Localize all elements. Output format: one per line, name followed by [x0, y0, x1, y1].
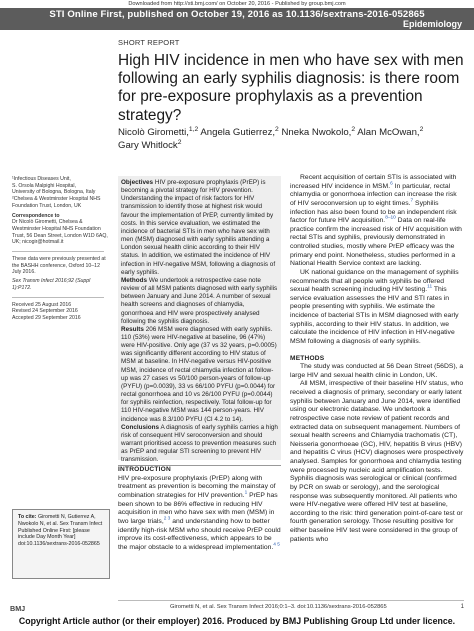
author-5-affil: 2 [177, 138, 182, 146]
supplement-reference: Sex Transm Infect 2016;92 (Suppl 1):P172. [12, 278, 91, 291]
p1-ref-3[interactable]: 8–10 [385, 215, 396, 221]
sidebar-divider-2 [12, 297, 104, 298]
section-label: Epidemiology [402, 19, 462, 29]
methods-heading: METHODS [290, 354, 325, 362]
intro-text-1: HIV pre-exposure prophylaxis (PrEP) along with treatment as prevention is becoming the mainstay of combination strategies for HIV prevention. [118, 474, 276, 499]
abstract-methods: We undertook a retrospective case note review of all MSM patients diagnosed with early syphilis between January and June 2014. A number of sexual health screens and diagnoses of chlamydia, gonorrhoea and HIV were prospectively analysed following the syphilis diagnosis. [121, 276, 278, 325]
intro-text-2: PrEP has been shown to be 86% effective in reducing HIV acquisition in men who have sex with men (MSM) in two large trials, [118, 491, 278, 525]
intro-ref-2[interactable]: 2 3 [163, 516, 171, 522]
p1-ref-2[interactable]: 7 [410, 198, 414, 204]
top-banner [0, 0, 474, 30]
author-1: Nicolò Girometti, [118, 127, 189, 138]
abstract-results: 206 MSM were diagnosed with early syphilis. 110 (53%) were HIV-negative at baseline, 96 (47%) were HIV-positive. Only age (37 vs 32 years, p=0.0005) was significantly different according to HIV status of MSM at baseline. In HIV-negative versus HIV-positive MSM, incidence of rectal chlamydia infection at follow-up was 27 cases vs 50/100 person-years of follow-up (PYFU) (p=0.0039), 33 vs 66/100 PYFU (p=0.0044) for rectal gonorrhoea and 10 vs 26/100 PYFU (p=0.0044) for syphilis reinfection, respectively. Total follow-up for 110 HIV-negative MSM was 144 person-years. HIV incidence was 8.3/100 PYFU (CI 4.2 to 14). [121, 325, 277, 423]
right-column [290, 174, 464, 544]
cite-box [12, 509, 110, 579]
p1-text-c: Syphilis infection has also been found to be an independent risk factor for future HIV acquisition. [290, 199, 457, 225]
footer-divider [118, 600, 464, 601]
revised-date: Revised 24 September 2016 [12, 308, 78, 315]
author-4-affil: 2 [419, 125, 424, 133]
author-list [118, 127, 464, 152]
intro-text-3: and understanding how to better identify high-risk MSM who should receive PrEP could improve its cost-effectiveness, which appears to be the major obstacle to a widespread implementation. [118, 517, 281, 551]
abstract-conclusions-label: Conclusions [121, 423, 160, 431]
article-title: High HIV incidence in men who have sex with men following an early syphilis diagnosis: is there room for pre-exposure prophylaxis as a prevention strategy? [118, 52, 464, 124]
cite-label: To cite: [18, 514, 37, 520]
p2-ref[interactable]: 11 [427, 284, 433, 290]
received-date: Received 25 August 2016 [12, 301, 72, 308]
author-3-affil: 2 [351, 125, 356, 133]
paragraph-1 [290, 174, 464, 269]
page-number: 1 [460, 604, 464, 610]
affiliations [12, 176, 110, 210]
intro-ref-1[interactable]: 1 [244, 490, 248, 496]
copyright-line: Copyright Article author (or their employer) 2016. Produced by BMJ Publishing Group Ltd under licence. [18, 616, 456, 626]
introduction-heading: INTRODUCTION [118, 466, 171, 473]
correspondence-heading: Correspondence to [12, 212, 60, 219]
author-3: Nneka Nwokolo, [281, 127, 352, 138]
author-2-affil: 2 [275, 125, 279, 133]
affiliation-1c: University of Bologna, Bologna, Italy [12, 189, 96, 196]
introduction-section [118, 466, 281, 553]
accepted-date: Accepted 29 September 2016 [12, 314, 81, 321]
abstract-methods-label: Methods [121, 276, 148, 284]
author-2: Angela Gutierrez, [200, 127, 276, 138]
abstract-results-label: Results [121, 325, 144, 333]
affiliation-2: ²Chelsea & Westminster Hospital NHS Foundation Trust, London, UK [12, 196, 101, 209]
abstract-objectives: HIV pre-exposure prophylaxis (PrEP) is becoming a pivotal strategy for HIV prevention. Understanding the impact of risk factors for HIV transmission to identify those at highest risk would favour the implementation of PrEP, currently limited by costs. In this service evaluation, we estimated the incidence of bacterial STIs in men who have sex with men (MSM) diagnosed with early syphilis attending a London sexual health clinic according to their HIV status. In addition, we estimated the incidence of HIV infection in HIV-negative MSM, following a diagnosis of early syphilis. [121, 179, 276, 276]
abstract-box [118, 176, 281, 464]
sidebar [12, 176, 110, 322]
p2-text: UK national guidance on the management of syphilis recommends that all people with syphilis be offered sexual health screening including HIV testing. [290, 268, 459, 294]
online-first-line: STI Online First, published on October 19, 2016 as 10.1136/sextrans-2016-052865 [49, 9, 425, 20]
download-line: Downloaded from http://sti.bmj.com/ on October 20, 2016 - Published by group.bmj.com [128, 1, 346, 7]
p1-ref[interactable]: 6 [390, 181, 393, 187]
correspondence-body: Dr Nicolò Girometti, Chelsea & Westminster Hospital NHS Foundation Trust, 56 Dean Street, London W1D 6AQ, UK; nicogir@hotmail.it [12, 219, 108, 246]
paragraph-3: The study was conducted at 56 Dean Street (56DS), a large HIV and sexual health clinic in London, UK. [290, 363, 464, 379]
intro-ref-3[interactable]: 4 5 [273, 542, 280, 548]
author-1-affil: 1,2 [188, 125, 199, 133]
p1-text: Recent acquisition of certain STIs is associated with increased HIV incidence in MSM. [290, 174, 457, 190]
sidebar-divider [12, 251, 104, 252]
author-4: Alan McOwan, [357, 127, 420, 138]
affiliation-1: ¹Infectious Diseases Unit, [12, 176, 71, 182]
paragraph-2 [290, 269, 464, 347]
footer-citation: Girometti N, et al. Sex Transm Infect 2016;0:1–3. doi:10.1136/sextrans-2016-052865 [170, 604, 387, 610]
abstract-conclusions: A diagnosis of early syphilis carries a high risk of consequent HIV seroconversion and should warrant prioritised access to prevention measures such as PrEP and regular STI screening to prevent HIV transmission. [121, 423, 278, 464]
article-type: SHORT REPORT [118, 38, 180, 47]
section-gap [290, 347, 464, 355]
abstract-objectives-label: Objectives [121, 179, 154, 186]
author-5: Gary Whitlock [118, 139, 178, 151]
p1-text-b: In particular, rectal chlamydia or gonorrhoea infection can increase the risk of HIV seroconversion up to eight times. [290, 182, 457, 207]
p1-text-d: Data on real-life practice confirm the increased risk of HIV acquisition with rectal STIs and syphilis, previously demonstrated in controlled studies, mostly where PrEP efficacy was the primary end point. Nonetheless, studies performed in a National Health Service context are lacking. [290, 217, 462, 268]
cite-text: Girometti N, Gutierrez A, Nwokolo N, et al. Sex Transm Infect Published Online First: [please include Day Month Year] doi:10.1136/sextrans-2016-052865 [18, 514, 103, 548]
affiliation-1b: S. Orsola Malpighi Hospital, [12, 182, 77, 189]
paragraph-4: All MSM, irrespective of their baseline HIV status, who received a diagnosis of primary, secondary or early latent syphilis between January and June 2014, were identified using our electronic database. We undertook a retrospective case note review of patient records and extracted data on subsequent management. Numbers of sexual health screens and Chlamydia trachomatis (CT), Neisseria gonorrhoeae (GC), HIV, hepatitis B virus (HBV) and hepatitis C virus (HCV) diagnoses were prospectively analysed. Samples for gonorrhoea and chlamydia testing were processed by nucleic acid amplification tests. Syphilis diagnosis was serological or clinical (confirmed by PCR on swab or serology), and the serological response was subsequently monitored. All patients who were HIV-negative were offered HIV test at baseline, according to the risk: third generation point-of-care test or fourth generation serology. Those resulting positive for either baseline HIV test were considered in the group of patients who [290, 380, 464, 543]
presentation-note: These data were previously presented at the BASHH conference, Oxford 10–12 July 2016. [12, 256, 106, 276]
bmj-logo: BMJ [10, 604, 26, 613]
p2-text-b: This service evaluation assesses the HIV and STI rates in people presenting with syphilis. We estimate the incidence of bacterial STIs in MSM diagnosed with early syphilis, according to their HIV status. In addition, we calculate the incidence of HIV infection in HIV-negative MSM following a diagnosis of early syphilis. [290, 286, 459, 345]
